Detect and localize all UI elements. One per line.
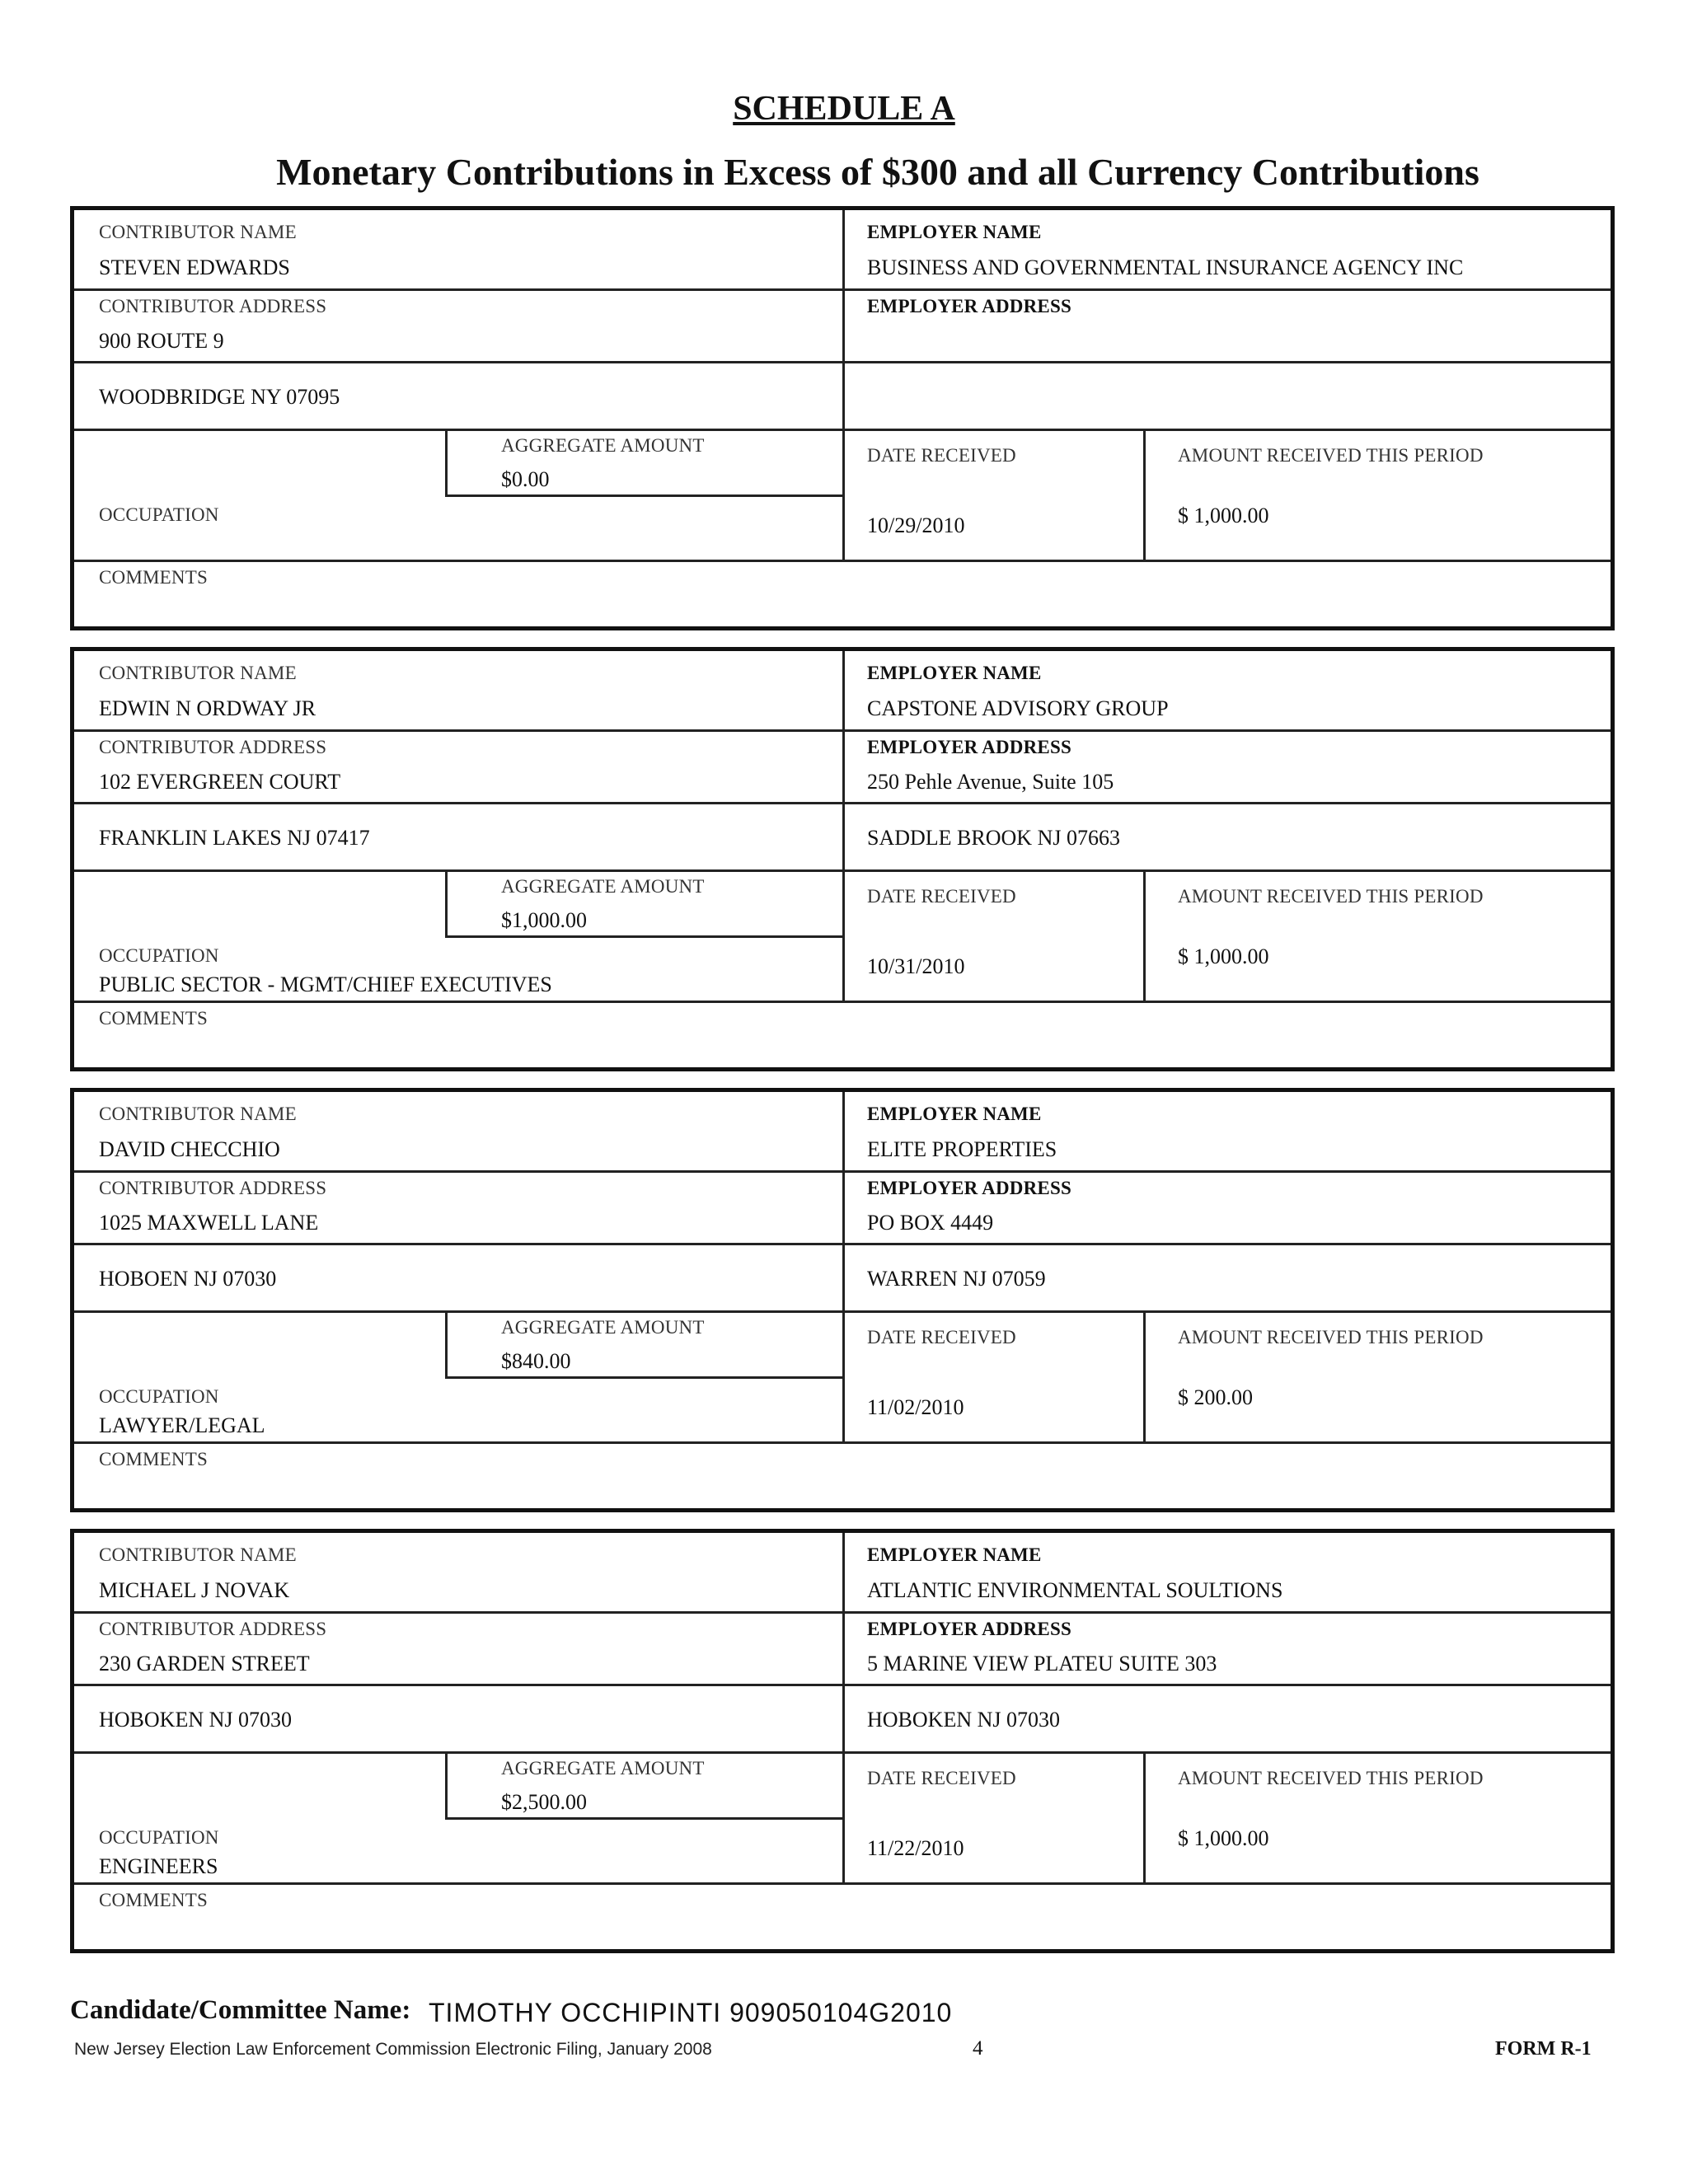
employer-address-line1: 250 Pehle Avenue, Suite 105 bbox=[867, 770, 1114, 794]
comments-label: COMMENTS bbox=[99, 1449, 208, 1469]
occupation: ENGINEERS bbox=[99, 1854, 218, 1878]
contributor-address-line1: 900 ROUTE 9 bbox=[99, 329, 224, 353]
date-received-label: DATE RECEIVED bbox=[867, 1768, 1016, 1788]
employer-address-line2: HOBOKEN NJ 07030 bbox=[867, 1708, 1060, 1732]
contributor-name-label: CONTRIBUTOR NAME bbox=[99, 1544, 297, 1565]
employer-address-line2: SADDLE BROOK NJ 07663 bbox=[867, 826, 1120, 850]
page-number: 4 bbox=[973, 2037, 983, 2060]
employer-address-label: EMPLOYER ADDRESS bbox=[867, 737, 1071, 757]
amount-received-label: AMOUNT RECEIVED THIS PERIOD bbox=[1178, 886, 1484, 907]
aggregate-amount: $2,500.00 bbox=[501, 1790, 587, 1814]
employer-address-label: EMPLOYER ADDRESS bbox=[867, 1619, 1071, 1639]
employer-name-label: EMPLOYER NAME bbox=[867, 1544, 1042, 1565]
column-divider bbox=[842, 210, 845, 560]
contributor-name-label: CONTRIBUTOR NAME bbox=[99, 663, 297, 683]
schedule-title: SCHEDULE A bbox=[733, 90, 955, 128]
aggregate-divider bbox=[445, 494, 842, 497]
row-divider bbox=[74, 1882, 1611, 1885]
contribution-block bbox=[70, 647, 1615, 1071]
aggregate-amount: $840.00 bbox=[501, 1349, 571, 1373]
date-received: 10/29/2010 bbox=[867, 513, 965, 537]
contributor-address-line2: HOBOKEN NJ 07030 bbox=[99, 1708, 292, 1732]
comments-label: COMMENTS bbox=[99, 567, 208, 588]
aggregate-amount: $1,000.00 bbox=[501, 908, 587, 932]
aggregate-divider bbox=[445, 1376, 842, 1379]
employer-name-label: EMPLOYER NAME bbox=[867, 663, 1042, 683]
aggregate-divider bbox=[445, 935, 842, 938]
contributor-name-label: CONTRIBUTOR NAME bbox=[99, 1104, 297, 1124]
amount-received: $ 1,000.00 bbox=[1178, 504, 1269, 527]
contribution-block bbox=[70, 1088, 1615, 1512]
employer-address-line2: WARREN NJ 07059 bbox=[867, 1267, 1046, 1291]
date-received: 10/31/2010 bbox=[867, 954, 965, 978]
aggregate-amount-label: AGGREGATE AMOUNT bbox=[501, 435, 705, 456]
column-divider bbox=[842, 1533, 845, 1882]
schedule-subtitle: Monetary Contributions in Excess of $300 and all Currency Contributions bbox=[276, 151, 1479, 193]
occupation-label: OCCUPATION bbox=[99, 1386, 219, 1407]
filing-note: New Jersey Election Law Enforcement Commission Electronic Filing, January 2008 bbox=[74, 2040, 712, 2059]
contributor-name-label: CONTRIBUTOR NAME bbox=[99, 222, 297, 242]
employer-address-line1: PO BOX 4449 bbox=[867, 1211, 994, 1235]
date-received-label: DATE RECEIVED bbox=[867, 1327, 1016, 1347]
contributor-name: EDWIN N ORDWAY JR bbox=[99, 696, 316, 720]
date-received-label: DATE RECEIVED bbox=[867, 445, 1016, 466]
occupation-label: OCCUPATION bbox=[99, 504, 219, 525]
comments-label: COMMENTS bbox=[99, 1008, 208, 1029]
contributor-address-line1: 1025 MAXWELL LANE bbox=[99, 1211, 319, 1235]
aggregate-amount-label: AGGREGATE AMOUNT bbox=[501, 1758, 705, 1779]
amount-received: $ 1,000.00 bbox=[1178, 1826, 1269, 1850]
contributor-address-line2: HOBOEN NJ 07030 bbox=[99, 1267, 277, 1291]
date-received: 11/22/2010 bbox=[867, 1836, 964, 1860]
amount-divider bbox=[1143, 1751, 1146, 1882]
date-received: 11/02/2010 bbox=[867, 1395, 964, 1419]
amount-received: $ 1,000.00 bbox=[1178, 944, 1269, 968]
contributor-address-label: CONTRIBUTOR ADDRESS bbox=[99, 296, 327, 316]
column-divider bbox=[842, 1092, 845, 1441]
amount-divider bbox=[1143, 429, 1146, 560]
amount-divider bbox=[1143, 869, 1146, 1001]
employer-address-label: EMPLOYER ADDRESS bbox=[867, 296, 1071, 316]
contributor-address-label: CONTRIBUTOR ADDRESS bbox=[99, 1178, 327, 1198]
amount-received-label: AMOUNT RECEIVED THIS PERIOD bbox=[1178, 1768, 1484, 1788]
employer-name: BUSINESS AND GOVERNMENTAL INSURANCE AGENCY INC bbox=[867, 255, 1464, 279]
employer-name-label: EMPLOYER NAME bbox=[867, 1104, 1042, 1124]
amount-divider bbox=[1143, 1310, 1146, 1441]
candidate-committee-label: Candidate/Committee Name: bbox=[70, 1995, 411, 2025]
contributor-address-line1: 230 GARDEN STREET bbox=[99, 1652, 310, 1675]
aggregate-amount: $0.00 bbox=[501, 467, 550, 491]
contribution-block bbox=[70, 1529, 1615, 1953]
employer-name: ELITE PROPERTIES bbox=[867, 1137, 1057, 1161]
employer-address-line1: 5 MARINE VIEW PLATEU SUITE 303 bbox=[867, 1652, 1217, 1675]
form-id: FORM R-1 bbox=[1495, 2038, 1592, 2060]
contributor-address-line2: WOODBRIDGE NY 07095 bbox=[99, 385, 340, 409]
occupation-label: OCCUPATION bbox=[99, 945, 219, 966]
aggregate-left-divider bbox=[445, 429, 448, 495]
contributor-name: STEVEN EDWARDS bbox=[99, 255, 290, 279]
occupation-label: OCCUPATION bbox=[99, 1827, 219, 1848]
occupation: LAWYER/LEGAL bbox=[99, 1413, 265, 1437]
row-divider bbox=[74, 1001, 1611, 1003]
contributor-address-label: CONTRIBUTOR ADDRESS bbox=[99, 737, 327, 757]
contribution-block bbox=[70, 206, 1615, 630]
employer-name-label: EMPLOYER NAME bbox=[867, 222, 1042, 242]
contributor-address-line2: FRANKLIN LAKES NJ 07417 bbox=[99, 826, 370, 850]
aggregate-divider bbox=[445, 1817, 842, 1820]
column-divider bbox=[842, 651, 845, 1001]
contributor-address-line1: 102 EVERGREEN COURT bbox=[99, 770, 341, 794]
contributor-name: DAVID CHECCHIO bbox=[99, 1137, 280, 1161]
aggregate-left-divider bbox=[445, 1751, 448, 1818]
occupation: PUBLIC SECTOR - MGMT/CHIEF EXECUTIVES bbox=[99, 972, 552, 996]
employer-name: CAPSTONE ADVISORY GROUP bbox=[867, 696, 1169, 720]
contributor-address-label: CONTRIBUTOR ADDRESS bbox=[99, 1619, 327, 1639]
aggregate-left-divider bbox=[445, 869, 448, 936]
row-divider bbox=[74, 1441, 1611, 1444]
row-divider bbox=[74, 560, 1611, 562]
aggregate-amount-label: AGGREGATE AMOUNT bbox=[501, 876, 705, 897]
amount-received: $ 200.00 bbox=[1178, 1385, 1253, 1409]
amount-received-label: AMOUNT RECEIVED THIS PERIOD bbox=[1178, 1327, 1484, 1347]
candidate-committee-value: TIMOTHY OCCHIPINTI 909050104G2010 bbox=[429, 1998, 953, 2027]
aggregate-amount-label: AGGREGATE AMOUNT bbox=[501, 1317, 705, 1338]
contributor-name: MICHAEL J NOVAK bbox=[99, 1578, 290, 1602]
aggregate-left-divider bbox=[445, 1310, 448, 1377]
employer-name: ATLANTIC ENVIRONMENTAL SOULTIONS bbox=[867, 1578, 1283, 1602]
amount-received-label: AMOUNT RECEIVED THIS PERIOD bbox=[1178, 445, 1484, 466]
date-received-label: DATE RECEIVED bbox=[867, 886, 1016, 907]
comments-label: COMMENTS bbox=[99, 1890, 208, 1910]
employer-address-label: EMPLOYER ADDRESS bbox=[867, 1178, 1071, 1198]
